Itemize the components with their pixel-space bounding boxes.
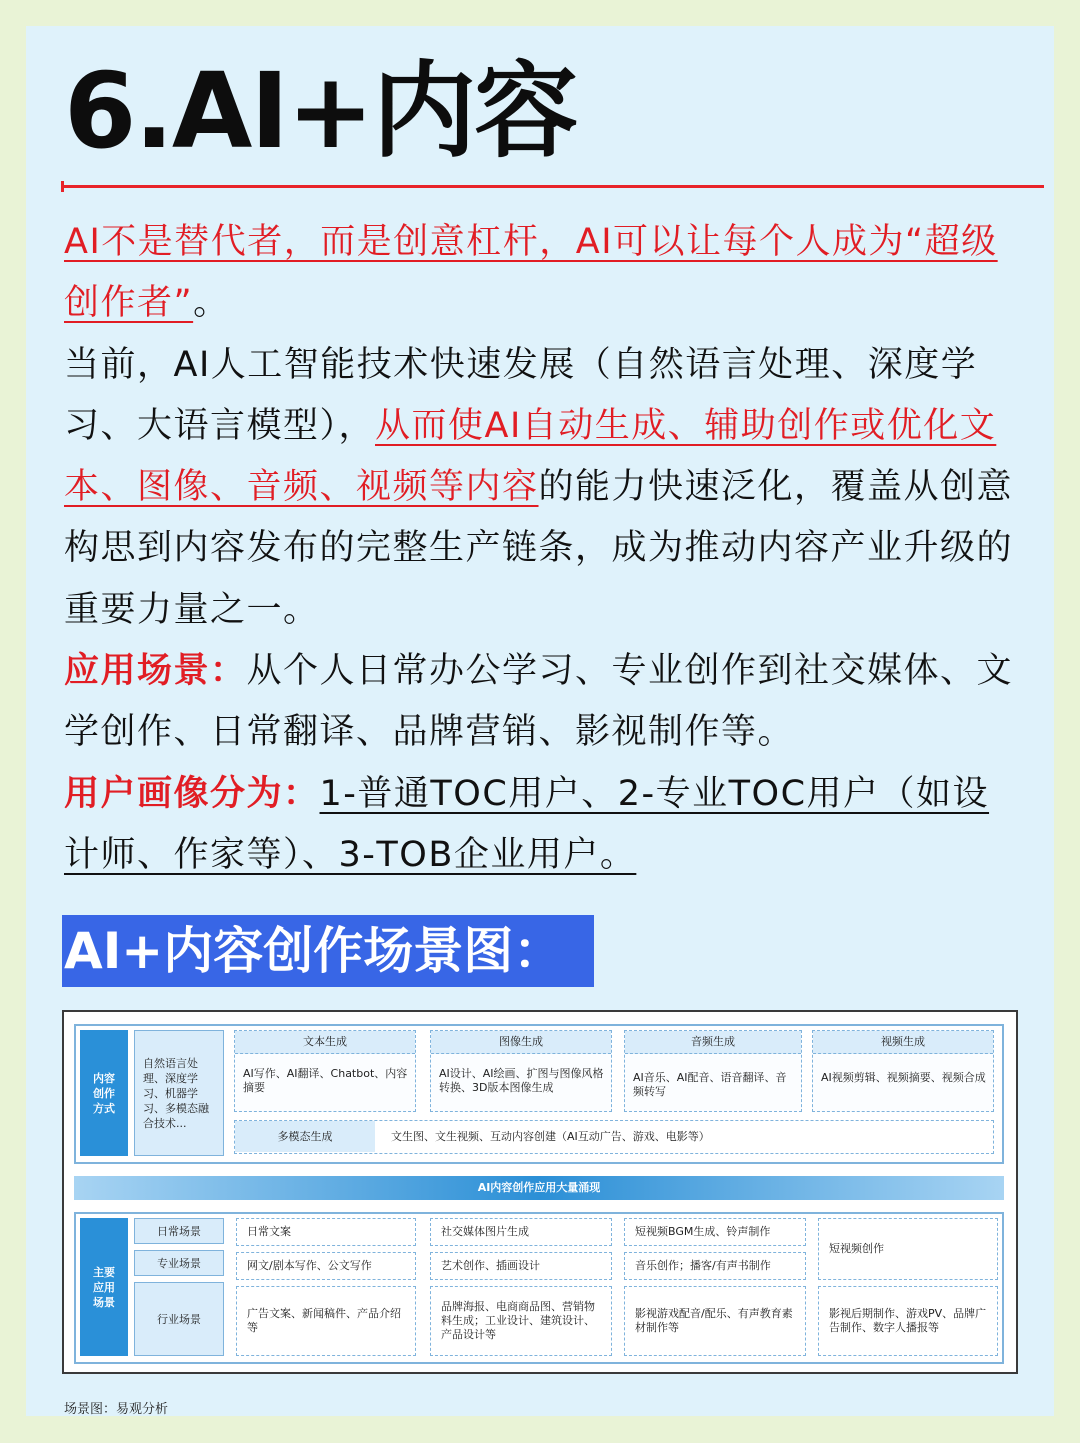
mid-banner: AI内容创作应用大量涌现 <box>74 1176 1004 1200</box>
scene-cell: 音乐创作；播客/有声书制作 <box>624 1252 806 1280</box>
paragraph-1 <box>64 212 1024 335</box>
gen-box-image <box>430 1030 612 1112</box>
gen-box-text <box>234 1030 416 1112</box>
period: 。 <box>193 283 230 324</box>
body-text <box>64 212 1024 886</box>
scene-cell: 日常文案 <box>236 1218 416 1246</box>
gen-box-title: 文本生成 <box>235 1031 415 1054</box>
scene-label-daily: 日常场景 <box>134 1218 224 1244</box>
scene-cell: 网文/剧本写作、公文写作 <box>236 1252 416 1280</box>
gen-box-video <box>812 1030 994 1112</box>
figure-source: 场景图：易观分析 <box>64 1402 169 1417</box>
content-card <box>26 26 1054 1416</box>
paragraph-text: 的能力快速泛化，覆盖从创意构思到内容发布的完整生产链条，成为推动内容产业升级的重要力量之一。 <box>64 467 1014 630</box>
paragraph-2 <box>64 335 1024 641</box>
gen-box-title: 视频生成 <box>813 1031 993 1054</box>
tech-box <box>134 1030 224 1156</box>
multimodal-text: 文生图、文生视频、互动内容创建（AI互动广告、游戏、电影等） <box>391 1130 710 1143</box>
persona-text: 1-普通TOC用户、2-专业TOC用户（如设计师、作家等）、3-TOB企业用户。 <box>64 773 990 875</box>
side-label-text: 内容创作方式 <box>93 1071 115 1115</box>
gen-box-title: 音频生成 <box>625 1031 801 1054</box>
multimodal-row <box>234 1120 994 1154</box>
section-title-bar <box>62 915 594 987</box>
paragraph-text: 当前，AI人工智能技术快速发展（自然语言处理、深度学习、大语言模型）， <box>64 344 978 446</box>
scene-cell: 影视游戏配音/配乐、有声教育素材制作等 <box>624 1286 806 1356</box>
application-scenes-section <box>74 1212 1004 1364</box>
tech-text: 自然语言处理、深度学习、机器学习、多模态融合技术... <box>143 1056 209 1130</box>
scene-label-pro: 专业场景 <box>134 1250 224 1276</box>
scene-label: 应用场景： <box>64 651 247 692</box>
paragraph-4 <box>64 764 1024 887</box>
scene-cell: 艺术创作、插画设计 <box>430 1252 612 1280</box>
page-title: 6.AI+内容 <box>64 50 577 172</box>
creation-methods-section <box>74 1024 1004 1164</box>
gen-box-text-content: AI视频剪辑、视频摘要、视频合成 <box>821 1071 986 1084</box>
highlight-text: 从而使AI自动生成、辅助创作或优化文本、图像、音频、视频等内容 <box>64 405 997 508</box>
application-scenes-label <box>80 1218 128 1356</box>
scene-cell: 品牌海报、电商商品图、营销物料生成；工业设计、建筑设计、产品设计等 <box>430 1286 612 1356</box>
gen-box-audio <box>624 1030 802 1112</box>
paragraph-text: 从个人日常办公学习、专业创作到社交媒体、文学创作、日常翻译、品牌营销、影视制作等。 <box>64 651 1014 753</box>
scene-cell: 短视频BGM生成、铃声制作 <box>624 1218 806 1246</box>
red-divider <box>62 185 1044 188</box>
paragraph-3 <box>64 641 1024 764</box>
multimodal-label: 多模态生成 <box>235 1121 375 1152</box>
section-title: AI+内容创作场景图： <box>64 922 564 980</box>
scene-figure <box>62 1010 1018 1374</box>
gen-box-text-content: AI设计、AI绘画、扩图与图像风格转换、3D版本图像生成 <box>439 1067 604 1094</box>
scene-cell: 社交媒体图片生成 <box>430 1218 612 1246</box>
gen-box-text-content: AI写作、AI翻译、Chatbot、内容摘要 <box>243 1067 408 1094</box>
creation-methods-label <box>80 1030 128 1156</box>
gen-box-title: 图像生成 <box>431 1031 611 1054</box>
side-label-text: 主要应用场景 <box>93 1265 115 1309</box>
scene-cell: 短视频创作 <box>818 1218 998 1280</box>
scene-label-industry: 行业场景 <box>134 1282 224 1356</box>
scene-cell: 影视后期制作、游戏PV、品牌广告制作、数字人播报等 <box>818 1286 998 1356</box>
gen-box-text-content: AI音乐、AI配音、语音翻译、音频转写 <box>633 1071 787 1098</box>
highlight-text: AI不是替代者，而是创意杠杆，AI可以让每个人成为“超级创作者” <box>64 222 998 324</box>
scene-cell: 广告文案、新闻稿件、产品介绍等 <box>236 1286 416 1356</box>
persona-label: 用户画像分为： <box>64 773 320 814</box>
